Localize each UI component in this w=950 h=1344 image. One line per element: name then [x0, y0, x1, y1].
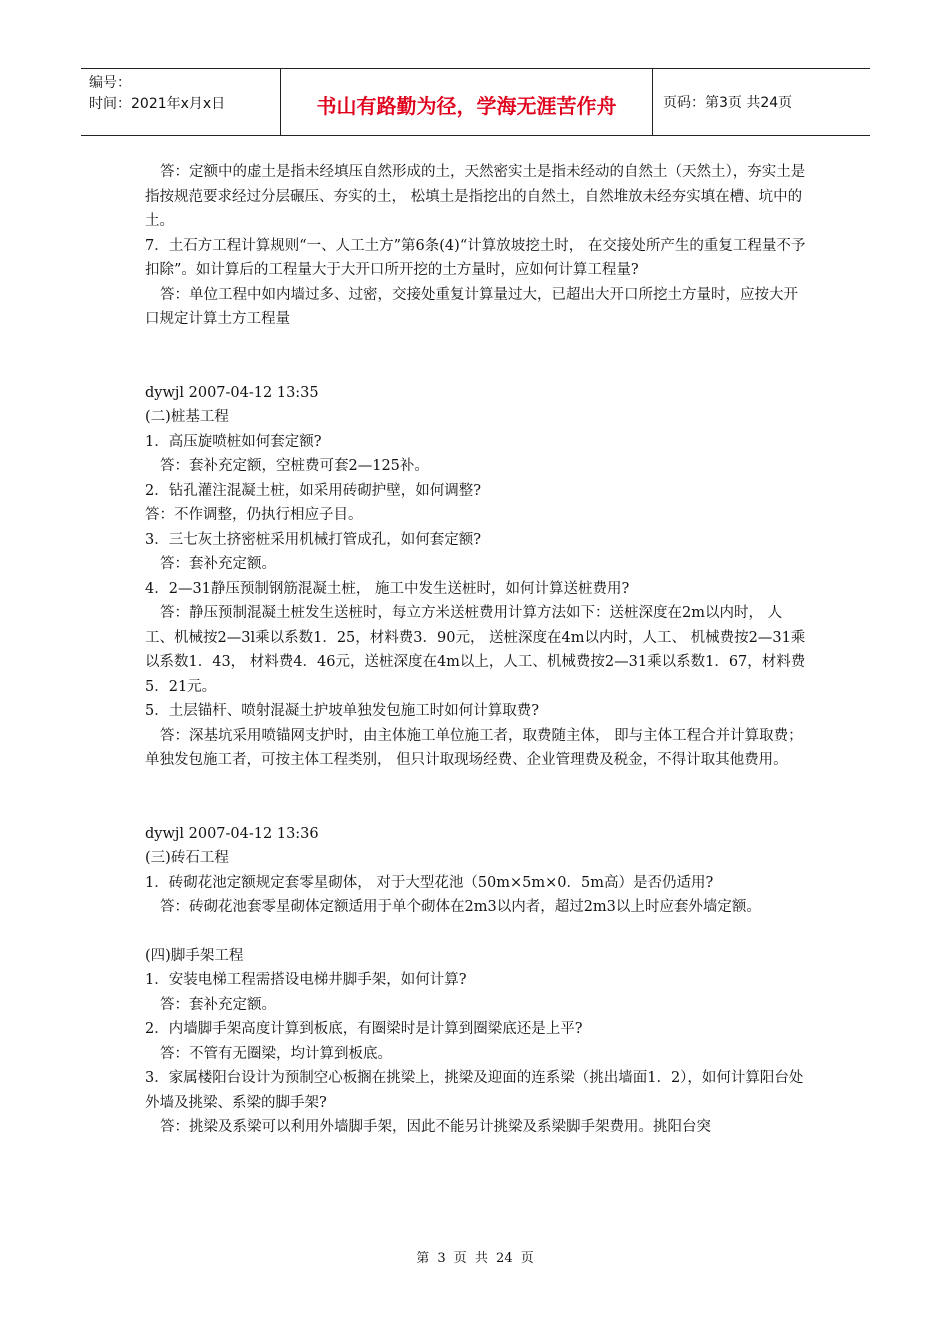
header-page-info: 页码：第3页 共24页 [663, 95, 793, 111]
page-header [81, 68, 870, 136]
document-body [145, 160, 810, 1140]
document-number-label: 编号： [89, 75, 131, 91]
paragraph: 答：静压预制混凝土桩发生送桩时，每立方米送桩费用计算方法如下：送桩深度在2m以内时， 人工、机械按2—3l乘以系数1．25，材料费3．90元， 送桩深度在4m以内时，人工、 机械费按2—31乘以系数1．43， 材料费4．46元，送桩深度在4m以上，人工、机械费按2—31乘以系数1．67，材料费5．21元。 [145, 605, 806, 695]
paragraph: 1．高压旋喷桩如何套定额? [145, 433, 322, 450]
paragraph: 3．家属楼阳台设计为预制空心板搁在挑梁上，挑梁及迎面的连系梁（挑出墙面1．2），如何计算阳台处外墙及挑梁、系梁的脚手架? [145, 1070, 804, 1111]
paragraph: 答：套补充定额。 [160, 556, 276, 572]
paragraph: 7．土石方工程计算规则“一、人工土方”第6条(4)“计算放坡挖土时， 在交接处所产生的重复工程量不予扣除”。如计算后的工程量大于大开口所开挖的土方量时，应如何计算工程量? [145, 237, 806, 278]
paragraph: 2．内墙脚手架高度计算到板底，有圈梁时是计算到圈梁底还是上平? [145, 1021, 583, 1037]
paragraph-gap [145, 332, 810, 381]
paragraph-gap [145, 773, 810, 822]
header-motto: 书山有路勤为径，学海无涯苦作舟 [281, 69, 653, 135]
paragraph: (三)砖石工程 [145, 850, 229, 866]
paragraph: 答：砖砌花池套零星砌体定额适用于单个砌体在2m3以内者，超过2m3以上时应套外墙定额。 [160, 899, 761, 915]
paragraph: (二)桩基工程 [145, 409, 229, 425]
paragraph-gap [145, 920, 810, 944]
paragraph: dywjl 2007-04-12 13:35 [145, 384, 319, 401]
paragraph: (四)脚手架工程 [145, 947, 244, 964]
paragraph: 答：挑梁及系梁可以利用外墙脚手架，因此不能另计挑梁及系梁脚手架费用。挑阳台突 [160, 1119, 711, 1135]
paragraph: 答：深基坑采用喷锚网支护时，由主体施工单位施工者，取费随主体， 即与主体工程合并计算取费；单独发包施工者，可按主体工程类别， 但只计取现场经费、企业管理费及税金，不得计取其他费用。 [145, 727, 803, 768]
paragraph: 答：套补充定额，空桩费可套2—125补。 [160, 458, 429, 474]
paragraph: 答：定额中的虚土是指未经填压自然形成的土，天然密实土是指未经动的自然土（天然土），夯实土是指按规范要求经过分层碾压、夯实的土， 松填土是指挖出的自然土，自然堆放未经夯实填在槽、坑中的土。 [145, 164, 806, 229]
paragraph: 答：单位工程中如内墙过多、过密，交接处重复计算量过大，已超出大开口所挖土方量时，应按大开口规定计算土方工程量 [145, 286, 798, 327]
document-date: 时间：2021年x月x日 [89, 96, 226, 112]
page-footer: 第 3 页 共 24 页 [416, 1251, 534, 1266]
paragraph: 4．2—31静压预制钢筋混凝土桩， 施工中发生送桩时，如何计算送桩费用? [145, 580, 630, 597]
paragraph: 1．安装电梯工程需搭设电梯井脚手架，如何计算? [145, 972, 467, 988]
header-left-cell [81, 69, 281, 135]
paragraph: 答：套补充定额。 [160, 996, 276, 1013]
paragraph: 3．三七灰土挤密桩采用机械打管成孔，如何套定额? [145, 531, 481, 548]
paragraph: 答：不管有无圈梁，均计算到板底。 [160, 1045, 392, 1062]
paragraph: 2．钻孔灌注混凝土桩，如采用砖砌护壁，如何调整? [145, 482, 481, 499]
paragraph: 5．土层锚杆、喷射混凝土护坡单独发包施工时如何计算取费? [145, 703, 539, 719]
paragraph: 答：不作调整，仍执行相应子目。 [145, 507, 363, 523]
paragraph: 1．砖砌花池定额规定套零星砌体， 对于大型花池（50m×5m×0．5m高）是否仍适用? [145, 874, 714, 891]
paragraph: dywjl 2007-04-12 13:36 [145, 825, 319, 842]
